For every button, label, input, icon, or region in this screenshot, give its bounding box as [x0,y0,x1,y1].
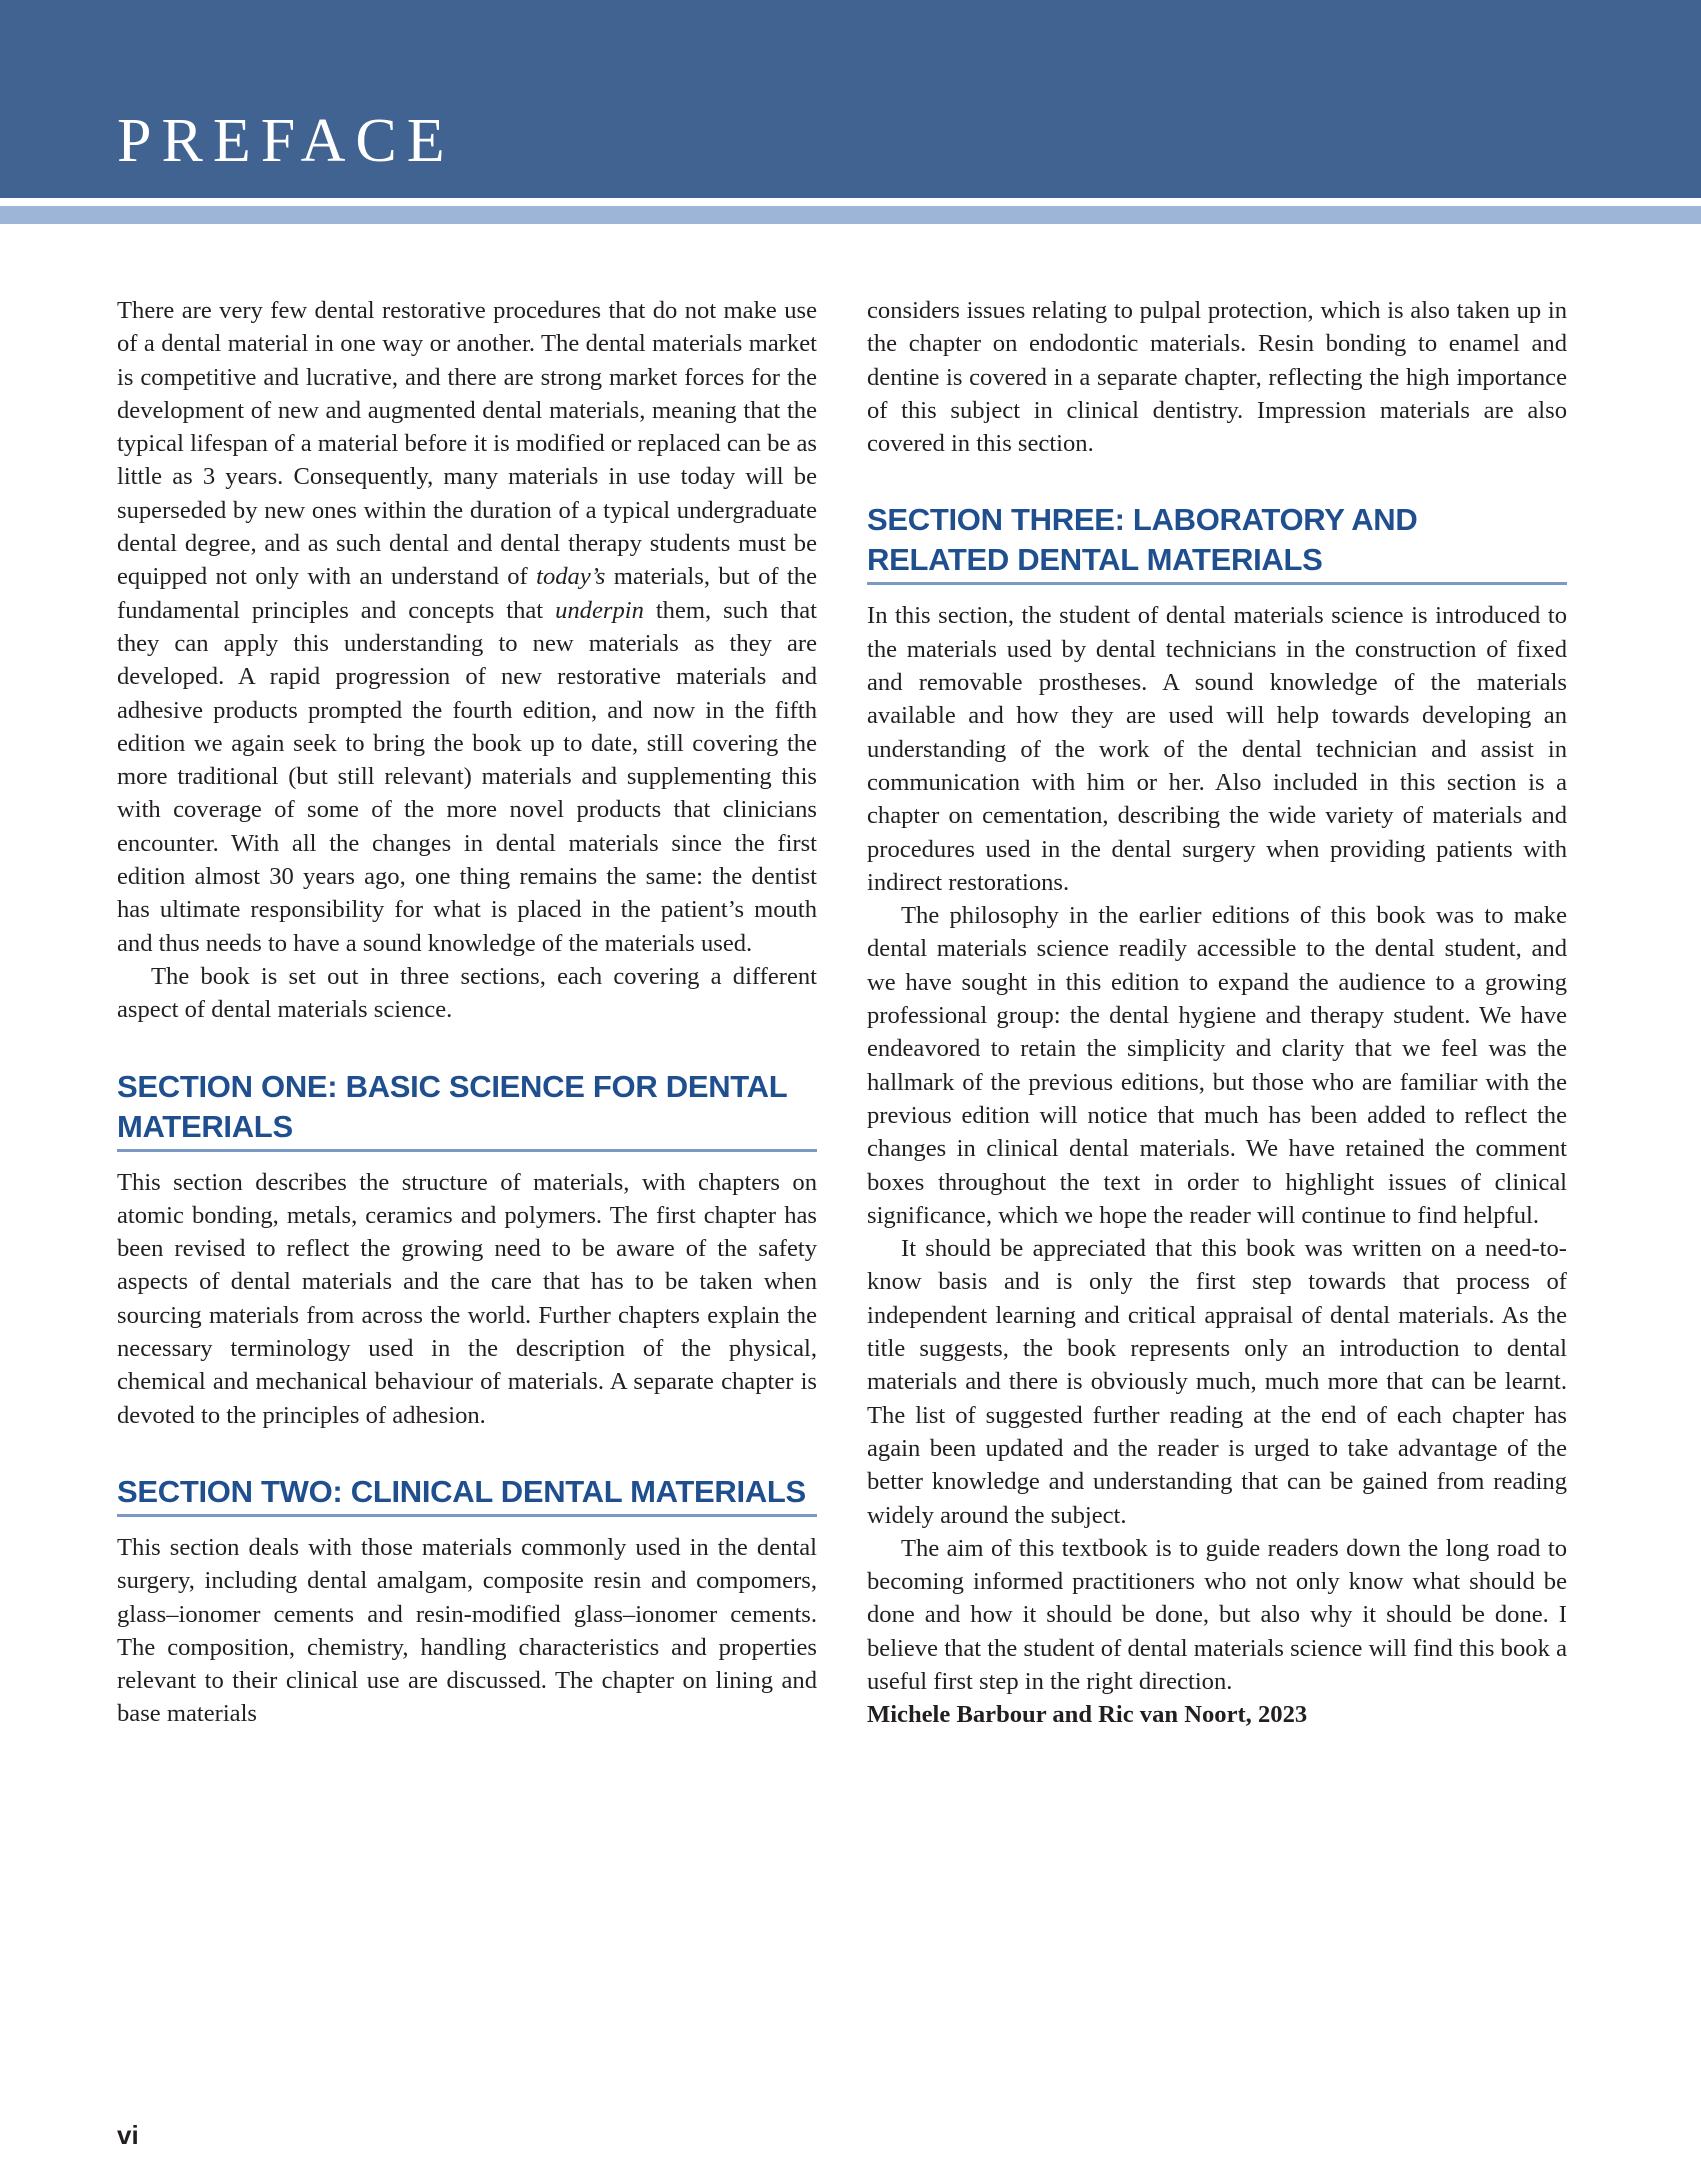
header-stripe [0,206,1701,224]
right-column [867,294,1567,1732]
section-two-paragraph: This section deals with those materials commonly used in the dental surgery, including dental amalgam, composite resin and compomers, glass–ionomer cements and resin-modified glass–ionomer cements. The composition, chemistry, handling characteristics and properties relevant to their clinical use are discussed. The chapter on lining and base materials [117,1533,817,1728]
intro-paragraph [117,294,817,960]
intro-text-3: them, such that they can apply this understanding to new materials as they are developed. A rapid progression of new restorative materials and adhesive products prompted the fourth edition, and now in the fifth edition we again seek to bring the book up to date, still covering the more traditional (but still relevant) materials and supplementing this with coverage of some of the more novel products that clinicians encounter. With all the changes in dental materials since the first edition almost 30 years ago, one thing remains the same: the dentist has ultimate responsibility for what is placed in the patient’s mouth and thus needs to have a sound knowledge of the materials used. [117,596,817,957]
intro-text-2: materials, but of the fundamental principles and concepts that [117,563,818,624]
section-two-heading: SECTION TWO: CLINICAL DENTAL MATERIALS [117,1472,817,1517]
section-one-heading: SECTION ONE: BASIC SCIENCE FOR DENTAL MATERIALS [117,1067,817,1152]
left-column [117,294,817,1731]
aim-paragraph: The aim of this textbook is to guide readers down the long road to becoming informed practitioners who not only know what should be done and how it should be done, but also why it should be done. I believe that the student of dental materials science will find this book a useful first step in the right direction. [867,1534,1567,1695]
section-two-continued-paragraph: considers issues relating to pulpal protection, which is also taken up in the chapter on endodontic materials. Resin bonding to enamel and dentine is covered in a separate chapter, reflecting the high importance of this subject in clinical dentistry. Impression materials are also covered in this section. [867,297,1567,458]
header-banner [0,0,1701,198]
need-to-know-paragraph: It should be appreciated that this book was written on a need-to-know basis and is only the first step towards that process of independent learning and critical appraisal of dental materials. As the title suggests, the book represents only an introduction to dental materials and there is obviously much, much more that can be learnt. The list of suggested further reading at the end of each chapter has again been updated and the reader is urged to take advantage of the better knowledge and understanding that can be gained from reading widely around the subject. [867,1235,1567,1529]
section-three-heading: SECTION THREE: LABORATORY AND RELATED DENTAL MATERIALS [867,500,1567,585]
section-three-paragraph: In this section, the student of dental materials science is introduced to the materials used by dental technicians in the construction of fixed and removable prostheses. A sound knowledge of the materials available and how they are used will help towards developing an understanding of the work of the dental technician and assist in communication with him or her. Also included in this section is a chapter on cementation, describing the wide variety of materials and procedures used in the dental surgery when providing patients with indirect restorations. [867,602,1567,896]
section-one-paragraph: This section describes the structure of materials, with chapters on atomic bonding, metals, ceramics and polymers. The first chapter has been revised to reflect the growing need to be aware of the safety aspects of dental materials and the care that has to be taken when sourcing materials from across the world. Further chapters explain the necessary terminology used in the description of the physical, chemical and mechanical behaviour of materials. A separate chapter is devoted to the principles of adhesion. [117,1168,817,1429]
philosophy-paragraph: The philosophy in the earlier editions of this book was to make dental materials science readily accessible to the dental student, and we have sought in this edition to expand the audience to a growing professional group: the dental hygiene and therapy student. We have endeavored to retain the simplicity and clarity that we feel was the hallmark of the previous editions, but those who are familiar with the previous edition will notice that much has been added to reflect the changes in clinical dental materials. We have retained the comment boxes throughout the text in order to highlight issues of clinical significance, which we hope the reader will continue to find helpful. [867,902,1567,1229]
author-signature: Michele Barbour and Ric van Noort, 2023 [867,1701,1308,1729]
intro-emphasis-underpin: underpin [555,596,644,624]
sections-overview-paragraph: The book is set out in three sections, each covering a different aspect of dental materials science. [117,962,817,1024]
page-title: PREFACE [117,107,455,175]
intro-emphasis-todays: today’s [536,563,606,591]
intro-text-1: There are very few dental restorative procedures that do not make use of a dental material in one way or another. The dental materials market is competitive and lucrative, and there are strong market forces for the development of new and augmented dental materials, meaning that the typical lifespan of a material before it is modified or replaced can be as little as 3 years. Consequently, many materials in use today will be superseded by new ones within the duration of a typical undergraduate dental degree, and as such dental and dental therapy students must be equipped not only with an understand of [117,297,817,591]
page-number: vi [117,2120,139,2150]
